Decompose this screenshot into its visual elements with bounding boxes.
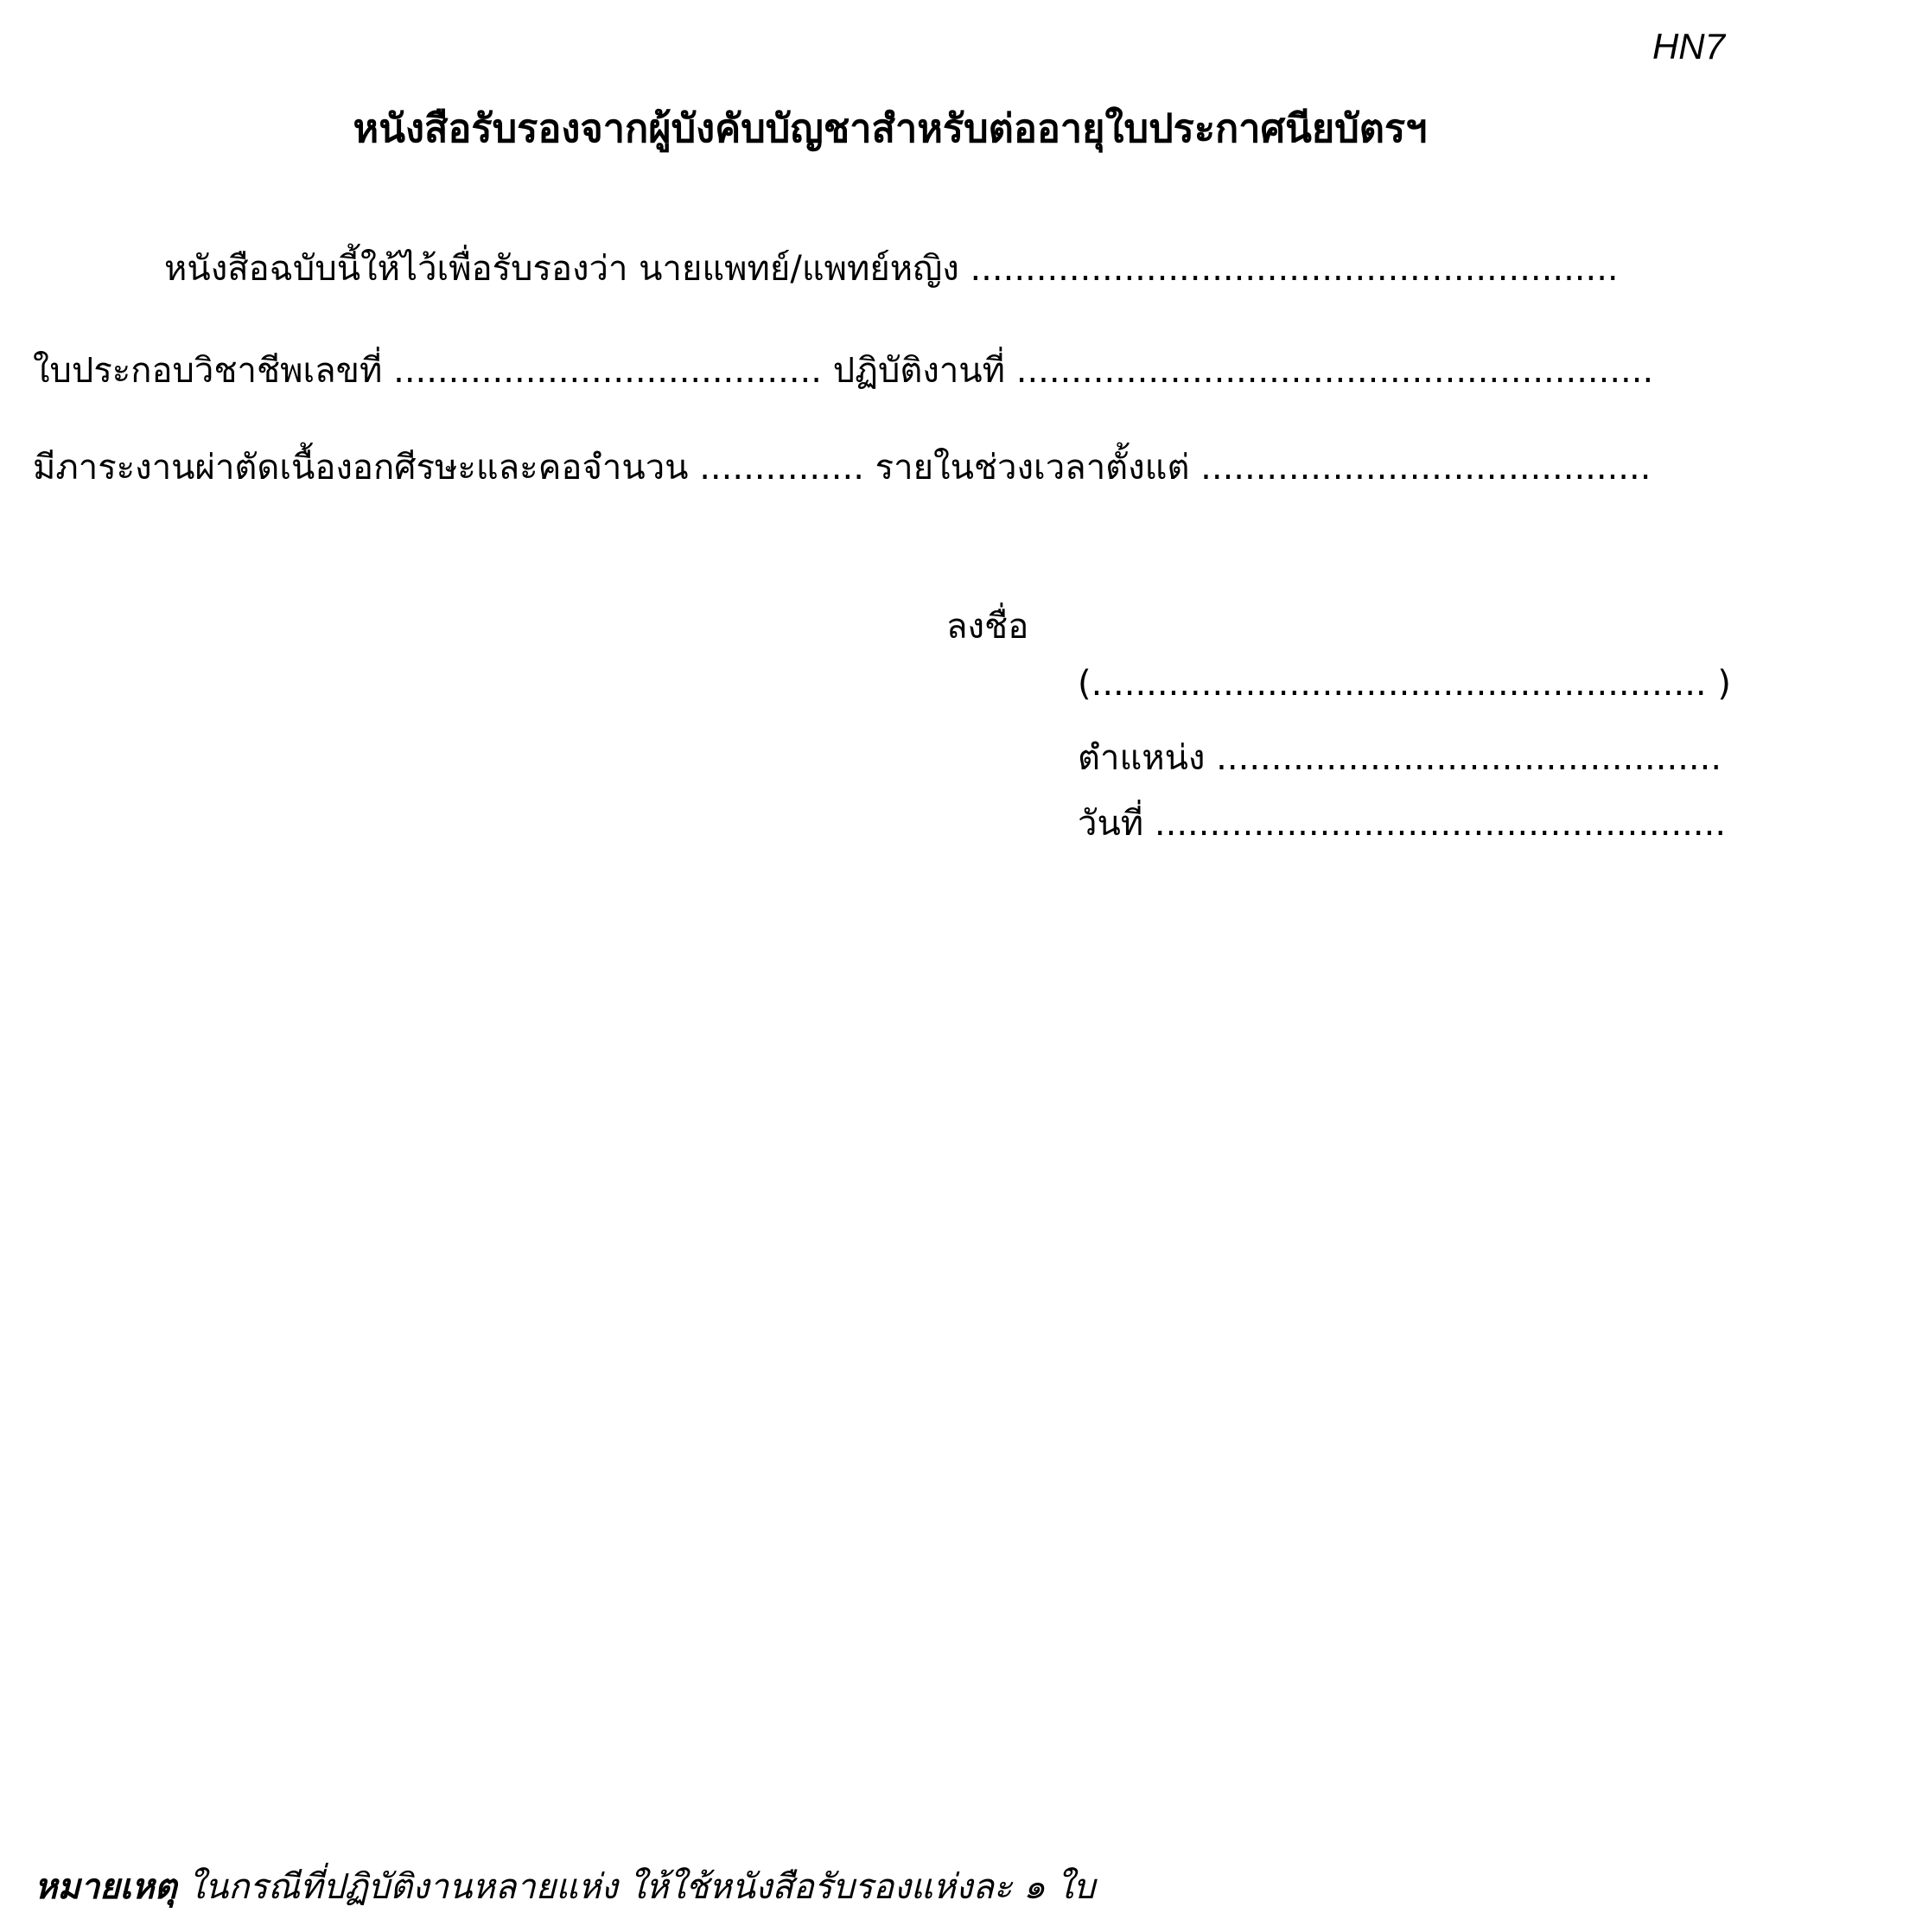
certification-line-license-workplace: ใบประกอบวิชาชีพเลขที่ ....................................... ปฏิบัติงานที่ ..........................................................: [33, 351, 1654, 391]
footnote-text: ในกรณีที่ปฏิบัติงานหลายแห่ง ให้ใช้หนังสือรับรองแห่งละ ๑ ใบ: [176, 1867, 1096, 1907]
certification-line-surgery-count: มีภาระงานผ่าตัดเนื้องอกศีรษะและคอจำนวน ............... รายในช่วงเวลาตั้งแต่ .........................................: [33, 448, 1652, 488]
footnote: [35, 1859, 1095, 1914]
signer-name-line: (........................................................ ): [1078, 664, 1731, 704]
document-title: หนังสือรับรองจากผู้บังคับบัญชาสำหรับต่ออายุใบประกาศนียบัตรฯ: [353, 105, 1428, 151]
certification-line-doctor-name: หนังสือฉบับนี้ให้ไว้เพื่อรับรองว่า นายแพทย์/แพทย์หญิง ...........................................................: [164, 249, 1619, 289]
footnote-label: หมายเหตุ: [35, 1867, 177, 1907]
form-code: HN7: [1652, 26, 1725, 67]
signature-label: ลงชื่อ: [946, 607, 1029, 647]
signature-date-line: วันที่ ....................................................: [1078, 804, 1727, 844]
signer-position-line: ตำแหน่ง ..............................................: [1078, 738, 1722, 778]
